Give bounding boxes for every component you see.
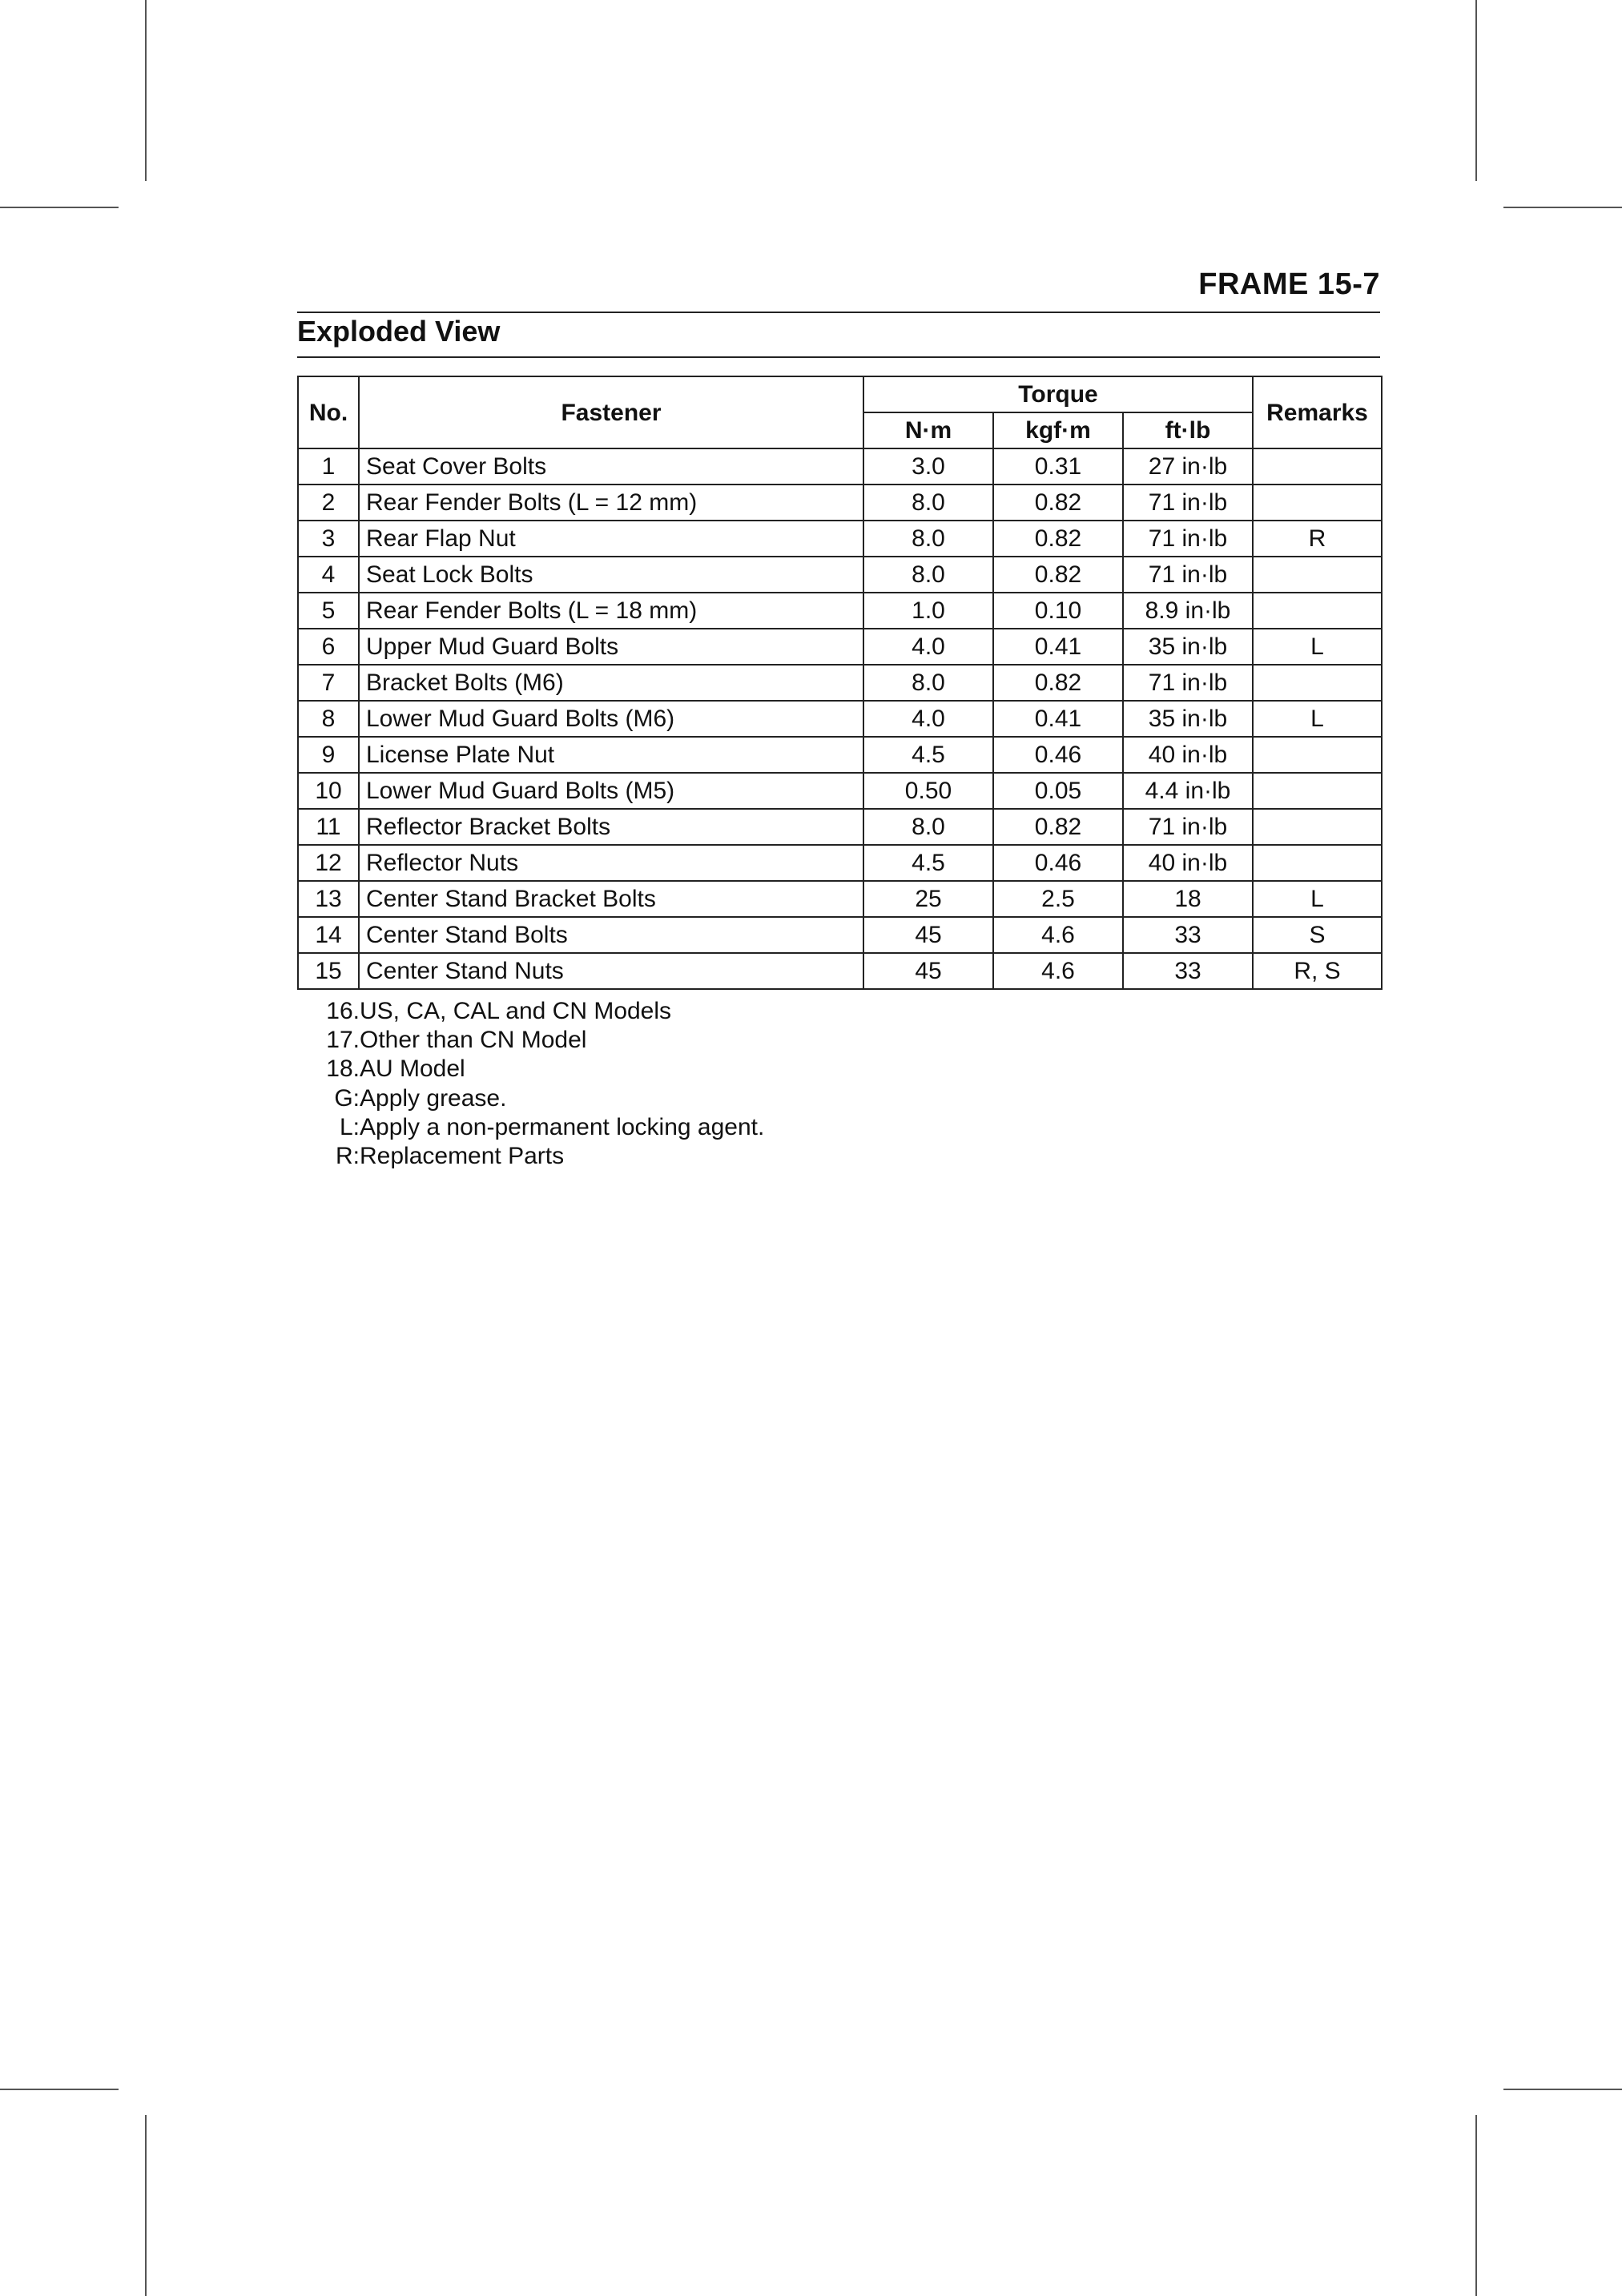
cell-remarks (1253, 485, 1382, 521)
crop-mark (145, 2115, 147, 2296)
note-text: Replacement Parts (360, 1143, 565, 1170)
crop-mark (1503, 2089, 1622, 2090)
note-text: Apply grease. (360, 1084, 507, 1112)
cell-torque-ftlb: 8.9 in·lb (1123, 593, 1253, 629)
cell-no: 2 (298, 485, 359, 521)
cell-torque-ftlb: 4.4 in·lb (1123, 773, 1253, 809)
cell-torque-ftlb: 18 (1123, 881, 1253, 917)
cell-torque-nm: 3.0 (863, 448, 993, 485)
cell-torque-nm: 1.0 (863, 593, 993, 629)
cell-torque-ftlb: 35 in·lb (1123, 629, 1253, 665)
cell-torque-kgfm: 0.46 (993, 845, 1123, 881)
cell-fastener: Lower Mud Guard Bolts (M5) (359, 773, 863, 809)
cell-no: 14 (298, 917, 359, 953)
cell-fastener: Center Stand Bracket Bolts (359, 881, 863, 917)
cell-no: 7 (298, 665, 359, 701)
note-key: 17. (326, 1027, 360, 1054)
cell-remarks: R (1253, 521, 1382, 557)
cell-torque-nm: 25 (863, 881, 993, 917)
note-key: L: (339, 1113, 360, 1140)
cell-no: 10 (298, 773, 359, 809)
cell-torque-nm: 0.50 (863, 773, 993, 809)
cell-torque-kgfm: 0.82 (993, 521, 1123, 557)
cell-torque-ftlb: 71 in·lb (1123, 665, 1253, 701)
table-row (298, 701, 1382, 737)
crop-mark (1475, 2115, 1477, 2296)
cell-remarks (1253, 448, 1382, 485)
cell-no: 5 (298, 593, 359, 629)
note-item (297, 1142, 764, 1171)
cell-torque-ftlb: 33 (1123, 953, 1253, 989)
table-row (298, 448, 1382, 485)
note-text: Apply a non-permanent locking agent. (360, 1113, 765, 1140)
table-row (298, 485, 1382, 521)
cell-no: 8 (298, 701, 359, 737)
cell-torque-ftlb: 71 in·lb (1123, 521, 1253, 557)
cell-remarks (1253, 737, 1382, 773)
crop-mark (0, 2089, 119, 2090)
cell-no: 12 (298, 845, 359, 881)
note-item (297, 1084, 764, 1113)
page-heading: FRAME 15-7 (1198, 267, 1380, 301)
table-row (298, 521, 1382, 557)
cell-fastener: Reflector Nuts (359, 845, 863, 881)
cell-torque-kgfm: 4.6 (993, 953, 1123, 989)
cell-remarks: L (1253, 701, 1382, 737)
cell-torque-kgfm: 0.82 (993, 557, 1123, 593)
torque-table-body (298, 448, 1382, 989)
cell-torque-nm: 4.5 (863, 845, 993, 881)
cell-torque-nm: 8.0 (863, 665, 993, 701)
cell-remarks (1253, 557, 1382, 593)
header-rule (297, 312, 1380, 313)
notes-list (297, 997, 764, 1171)
cell-remarks: L (1253, 629, 1382, 665)
cell-torque-kgfm: 0.82 (993, 485, 1123, 521)
note-key: 18. (326, 1056, 360, 1083)
crop-mark (145, 0, 147, 181)
table-row (298, 881, 1382, 917)
cell-torque-kgfm: 0.41 (993, 701, 1123, 737)
cell-torque-nm: 4.5 (863, 737, 993, 773)
cell-no: 1 (298, 448, 359, 485)
cell-fastener: Rear Fender Bolts (L = 18 mm) (359, 593, 863, 629)
note-text: US, CA, CAL and CN Models (360, 998, 672, 1024)
cell-torque-kgfm: 0.41 (993, 629, 1123, 665)
cell-torque-ftlb: 35 in·lb (1123, 701, 1253, 737)
cell-fastener: Rear Flap Nut (359, 521, 863, 557)
cell-fastener: Seat Cover Bolts (359, 448, 863, 485)
table-row (298, 917, 1382, 953)
cell-torque-ftlb: 71 in·lb (1123, 557, 1253, 593)
table-row (298, 557, 1382, 593)
section-rule (297, 356, 1380, 358)
cell-torque-ftlb: 71 in·lb (1123, 485, 1253, 521)
cell-fastener: Bracket Bolts (M6) (359, 665, 863, 701)
cell-no: 6 (298, 629, 359, 665)
note-text: AU Model (360, 1056, 465, 1083)
cell-remarks (1253, 809, 1382, 845)
cell-no: 11 (298, 809, 359, 845)
cell-remarks (1253, 665, 1382, 701)
note-key: G: (334, 1084, 360, 1112)
cell-torque-ftlb: 33 (1123, 917, 1253, 953)
cell-torque-kgfm: 4.6 (993, 917, 1123, 953)
header-fastener: Fastener (359, 376, 863, 448)
cell-no: 15 (298, 953, 359, 989)
cell-fastener: Seat Lock Bolts (359, 557, 863, 593)
table-row (298, 953, 1382, 989)
cell-remarks (1253, 845, 1382, 881)
cell-torque-nm: 8.0 (863, 557, 993, 593)
note-key: 16. (326, 998, 360, 1024)
cell-torque-nm: 45 (863, 917, 993, 953)
cell-torque-kgfm: 0.82 (993, 809, 1123, 845)
table-row (298, 809, 1382, 845)
cell-remarks: L (1253, 881, 1382, 917)
cell-torque-kgfm: 2.5 (993, 881, 1123, 917)
note-item (297, 997, 764, 1026)
table-row (298, 629, 1382, 665)
cell-torque-kgfm: 0.31 (993, 448, 1123, 485)
note-key: R: (336, 1143, 360, 1170)
cell-remarks: R, S (1253, 953, 1382, 989)
section-title: Exploded View (297, 315, 501, 348)
cell-fastener: Center Stand Bolts (359, 917, 863, 953)
header-remarks: Remarks (1253, 376, 1382, 448)
header-torque: Torque (863, 376, 1253, 412)
cell-remarks (1253, 593, 1382, 629)
cell-fastener: License Plate Nut (359, 737, 863, 773)
crop-mark (1475, 0, 1477, 181)
cell-torque-kgfm: 0.05 (993, 773, 1123, 809)
note-item (297, 1026, 764, 1055)
table-row (298, 773, 1382, 809)
cell-no: 3 (298, 521, 359, 557)
cell-torque-ftlb: 71 in·lb (1123, 809, 1253, 845)
table-row (298, 665, 1382, 701)
table-row (298, 737, 1382, 773)
cell-fastener: Upper Mud Guard Bolts (359, 629, 863, 665)
torque-table-header (298, 376, 1382, 448)
header-unit-nm: N·m (863, 412, 993, 448)
cell-torque-nm: 8.0 (863, 485, 993, 521)
cell-torque-nm: 8.0 (863, 809, 993, 845)
table-row (298, 845, 1382, 881)
crop-mark (1503, 207, 1622, 208)
cell-fastener: Reflector Bracket Bolts (359, 809, 863, 845)
cell-fastener: Center Stand Nuts (359, 953, 863, 989)
cell-torque-kgfm: 0.10 (993, 593, 1123, 629)
cell-torque-kgfm: 0.82 (993, 665, 1123, 701)
cell-torque-ftlb: 40 in·lb (1123, 845, 1253, 881)
note-text: Other than CN Model (360, 1027, 587, 1054)
header-unit-kgfm: kgf·m (993, 412, 1123, 448)
cell-no: 9 (298, 737, 359, 773)
cell-no: 13 (298, 881, 359, 917)
cell-fastener: Rear Fender Bolts (L = 12 mm) (359, 485, 863, 521)
note-item (297, 1055, 764, 1084)
crop-mark (0, 207, 119, 208)
cell-no: 4 (298, 557, 359, 593)
torque-table (297, 376, 1383, 990)
header-unit-ftlb: ft·lb (1123, 412, 1253, 448)
cell-remarks: S (1253, 917, 1382, 953)
cell-torque-nm: 4.0 (863, 629, 993, 665)
note-item (297, 1113, 764, 1142)
cell-torque-nm: 8.0 (863, 521, 993, 557)
cell-torque-nm: 45 (863, 953, 993, 989)
cell-remarks (1253, 773, 1382, 809)
cell-torque-nm: 4.0 (863, 701, 993, 737)
cell-torque-ftlb: 27 in·lb (1123, 448, 1253, 485)
cell-fastener: Lower Mud Guard Bolts (M6) (359, 701, 863, 737)
cell-torque-kgfm: 0.46 (993, 737, 1123, 773)
table-row (298, 593, 1382, 629)
cell-torque-ftlb: 40 in·lb (1123, 737, 1253, 773)
header-no: No. (298, 376, 359, 448)
